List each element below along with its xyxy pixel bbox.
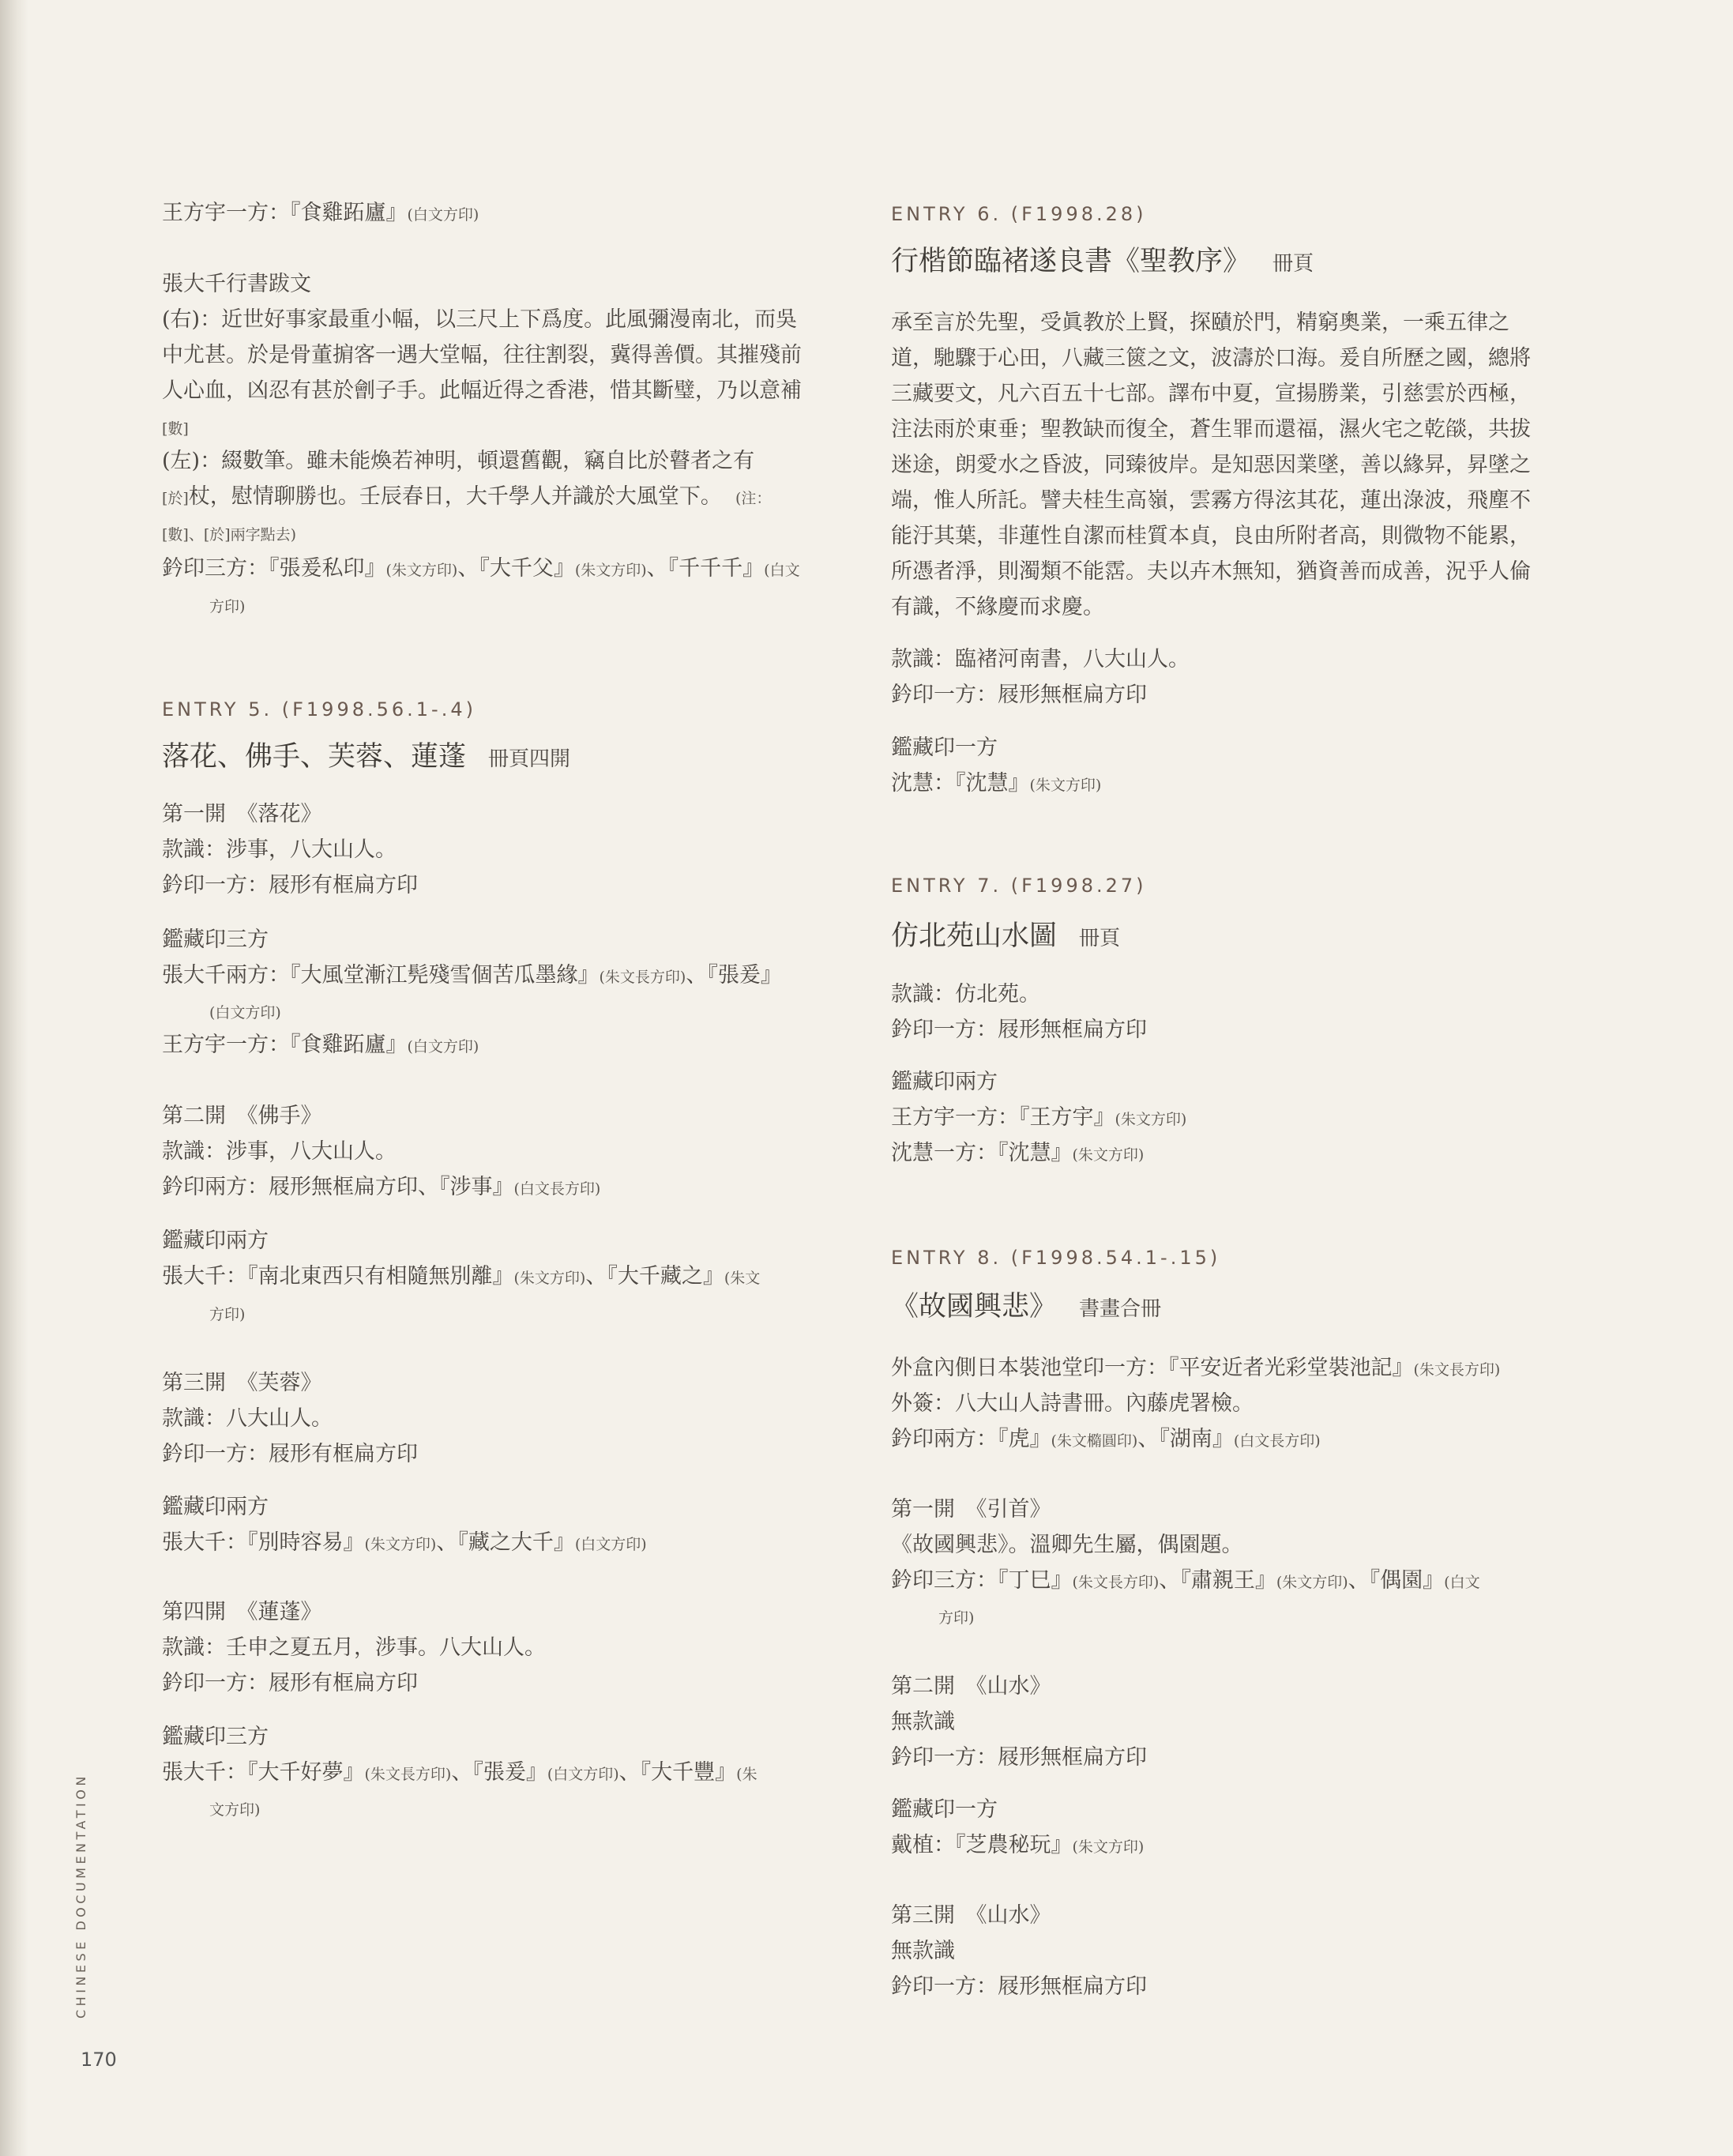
e6-body-1: 承至言於先聖，受眞教於上賢，探賾於門，精窮奧業，一乘五律之: [891, 310, 1509, 335]
text: 沈慧：『沈慧』: [891, 771, 1030, 796]
text: 、『偶園』: [1348, 1568, 1445, 1593]
e8-leaf-3: 第三開 《山水》: [891, 1903, 1051, 1928]
e8-l02: 外簽：八大山人詩書冊。內藤虎署檢。: [891, 1391, 1254, 1416]
text: 、『大千父』: [457, 556, 575, 581]
zhang-note-deleted: [數]、[於]兩字點去): [162, 526, 297, 544]
e6-seal: 鈐印一方：屐形無框扁方印: [891, 683, 1147, 707]
note: (朱文方印): [1072, 1146, 1145, 1164]
text: 、『湖南』: [1137, 1427, 1234, 1451]
text: 、『張爰』: [686, 963, 782, 988]
subtitle: 書畫合冊: [1079, 1297, 1162, 1321]
seals-continuation: 方印): [209, 598, 246, 615]
subtitle: 冊頁: [1079, 927, 1121, 950]
e5-l04: 鑑藏印三方: [162, 927, 269, 952]
entry-7-title: [891, 918, 1120, 957]
e8-l05: 《故國興悲》。溫卿先生屬，偶園題。: [891, 1533, 1243, 1557]
note: (朱文長方印): [1413, 1361, 1501, 1379]
text: 、『藏之大千』: [436, 1530, 575, 1555]
text: 、『張爰』: [451, 1760, 547, 1785]
e8-l12: [891, 1831, 1144, 1861]
entry-5-label: ENTRY 5. (F1998.56.1-.4): [162, 698, 476, 721]
e5-l02: 款識：涉事，八大山人。: [162, 837, 397, 862]
text: 鈐印三方：『丁巳』: [891, 1568, 1073, 1593]
e8-leaf-1: 第一開 《引首》: [891, 1497, 1051, 1522]
e8-l11: 鑑藏印一方: [891, 1797, 998, 1822]
note: (朱文方印): [1115, 1111, 1187, 1128]
e5-leaf-1: 第一開 《落花》: [162, 802, 322, 826]
seals-three-line: [162, 555, 800, 585]
e5-l20: 款識：壬申之夏五月，涉事。八大山人。: [162, 1635, 546, 1660]
e5-l07: [162, 1031, 479, 1061]
text: 、『肅親王』: [1159, 1568, 1276, 1593]
e7-shen: [891, 1139, 1144, 1169]
note: (白文長方印): [1233, 1432, 1321, 1450]
note: (朱: [736, 1766, 757, 1783]
e5-l12: [162, 1262, 760, 1292]
text: 張大千：『大千好夢』: [162, 1760, 365, 1785]
text: 杖，慰情聊勝也。壬辰春日，大千學人并識於大風堂下。: [188, 484, 722, 509]
zhang-heading: 張大千行書跋文: [162, 272, 311, 296]
e5-l21: 鈐印一方：屐形有框扁方印: [162, 1671, 418, 1695]
title-text: 落花、佛手、芙蓉、蓮蓬: [162, 741, 467, 773]
entry-8-label: ENTRY 8. (F1998.54.1-.15): [891, 1247, 1221, 1269]
note: [於]: [162, 490, 189, 507]
e8-l15: 鈐印一方：屐形無框扁方印: [891, 1974, 1147, 1999]
text: 、『大千藏之』: [585, 1264, 724, 1289]
subtitle: 冊頁: [1272, 252, 1314, 276]
zhang-line-2: 中尤甚。於是骨董掮客一遇大堂幅，往往割裂，冀得善價。其摧殘前: [162, 343, 802, 367]
note: (朱文方印): [574, 562, 647, 579]
seal-note: (白文方印): [407, 206, 479, 224]
e6-body-8: 所憑者淨，則濁類不能霑。夫以卉木無知，猶資善而成善，況乎人倫: [891, 559, 1531, 584]
e8-l14: 無款識: [891, 1939, 955, 1963]
e6-body-9: 有識，不緣慶而求慶。: [891, 595, 1104, 619]
title-text: 行楷節臨褚遂良書《聖教序》: [891, 246, 1251, 277]
e5-l09: 款識：涉事，八大山人。: [162, 1139, 397, 1164]
text: 外盒內側日本裝池堂印一方：『平安近者光彩堂裝池記』: [891, 1356, 1414, 1380]
e6-body-5: 迷途，朗愛水之昏波，同臻彼岸。是知惡因業墜，善以緣昇，昇墜之: [891, 453, 1531, 477]
e7-seal: 鈐印一方：屐形無框扁方印: [891, 1018, 1147, 1042]
note: (白文: [764, 562, 800, 579]
e7-wang: [891, 1104, 1186, 1134]
e6-body-7: 能汙其葉，非蓮性自潔而桂質本貞，良由所附者高，則微物不能累，: [891, 524, 1531, 548]
zhang-line-5: [162, 483, 771, 513]
e5-l17: 鑑藏印兩方: [162, 1495, 269, 1519]
text: 王方宇一方：『王方宇』: [891, 1105, 1115, 1130]
text: 王方宇一方：『食雞跖廬』: [162, 1033, 408, 1057]
e5-leaf-2: 第二開 《佛手》: [162, 1104, 322, 1128]
note: (朱文長方印): [1072, 1574, 1160, 1591]
e5-l06: (白文方印): [209, 1004, 281, 1022]
title-text: 仿北苑山水圖: [891, 920, 1058, 952]
text: 沈慧一方：『沈慧』: [891, 1141, 1073, 1165]
note: (朱文方印): [1276, 1574, 1348, 1591]
e8-l03: [891, 1425, 1321, 1455]
note: (白文方印): [547, 1766, 619, 1783]
e6-body-6: 端，惟人所託。譬夫桂生高嶺，雲霧方得泫其花，蓮出淥波，飛塵不: [891, 488, 1531, 513]
e5-l18: [162, 1529, 647, 1559]
e5-l10: [162, 1173, 600, 1203]
text: 張大千兩方：『大風堂漸江髡殘雪個苦瓜墨緣』: [162, 963, 600, 988]
e8-l01: [891, 1354, 1500, 1384]
e5-l16: 鈐印一方：屐形有框扁方印: [162, 1442, 418, 1466]
e7-coll-heading: 鑑藏印兩方: [891, 1070, 998, 1094]
subtitle: 冊頁四開: [488, 747, 571, 771]
e6-body-2: 道，馳驟于心田，八藏三篋之文，波濤於口海。爰自所歷之國，總將: [891, 346, 1531, 371]
e8-l09: 無款識: [891, 1710, 955, 1734]
note: (注：: [735, 490, 772, 507]
note: (白文方印): [407, 1038, 479, 1055]
text: 戴植：『芝農秘玩』: [891, 1833, 1073, 1857]
e5-l15: 款識：八大山人。: [162, 1406, 333, 1431]
wang-seal-line: [162, 199, 479, 229]
entry-5-title: [162, 739, 570, 777]
note: (朱文方印): [513, 1270, 586, 1287]
entry-6-label: ENTRY 6. (F1998.28): [891, 203, 1147, 225]
note: (白文: [1444, 1574, 1480, 1591]
e5-l13: 方印): [209, 1306, 246, 1323]
note: (白文方印): [574, 1536, 647, 1553]
e5-l11: 鑑藏印兩方: [162, 1229, 269, 1253]
zhang-note-shu: [數]: [162, 420, 189, 438]
note: (朱文長方印): [599, 969, 686, 986]
note: (朱文橢圓印): [1051, 1432, 1138, 1450]
note: (朱文方印): [385, 562, 458, 579]
note: (白文長方印): [513, 1180, 601, 1198]
e5-l05: [162, 961, 782, 991]
page-binding-edge: [0, 0, 28, 2156]
e7-inscription: 款識：仿北苑。: [891, 982, 1040, 1007]
note: (朱文方印): [1072, 1838, 1145, 1856]
zhang-line-4: (左)：綴數筆。雖未能煥若神明，頓還舊觀，竊自比於瞽者之有: [162, 449, 755, 473]
note: (朱文: [724, 1270, 761, 1287]
e5-l23: [162, 1759, 757, 1789]
text: 、『大千豐』: [618, 1760, 737, 1785]
e8-l10: 鈐印一方：屐形無框扁方印: [891, 1745, 1147, 1770]
note: (朱文長方印): [364, 1766, 452, 1783]
section-sidebar-label: CHINESE DOCUMENTATION: [73, 1773, 88, 2019]
e5-leaf-4: 第四開 《蓮蓬》: [162, 1600, 322, 1624]
e5-leaf-3: 第三開 《芙蓉》: [162, 1371, 322, 1395]
text: 、『千千千』: [646, 556, 765, 581]
text: 張大千：『別時容易』: [162, 1530, 365, 1555]
e8-l06: [891, 1567, 1480, 1597]
e8-l07: 方印): [938, 1609, 975, 1627]
entry-8-title: [891, 1289, 1161, 1327]
e8-leaf-2: 第二開 《山水》: [891, 1674, 1051, 1699]
text: 鈐印兩方：『虎』: [891, 1427, 1051, 1451]
text: 鈐印兩方：屐形無框扁方印、『涉事』: [162, 1175, 514, 1199]
text: 王方宇一方：『食雞跖廬』: [162, 201, 408, 225]
e6-body-3: 三藏要文，凡六百五十七部。譯布中夏，宣揚勝業，引慈雲於西極，: [891, 382, 1531, 406]
e5-l03: 鈐印一方：屐形有框扁方印: [162, 873, 418, 897]
title-text: 《故國興悲》: [891, 1291, 1058, 1323]
e6-coll-seal: [891, 769, 1101, 800]
note: (朱文方印): [1029, 777, 1102, 794]
text: 鈐印三方：『張爰私印』: [162, 556, 386, 581]
zhang-line-1: (右)：近世好事家最重小幅，以三尺上下爲度。此風彌漫南北，而吳: [162, 307, 798, 332]
page-number: 170: [81, 2049, 117, 2071]
zhang-line-3: 人心血，凶忍有甚於劊子手。此幅近得之香港，惜其斷璧，乃以意補: [162, 378, 802, 403]
e6-coll-heading: 鑑藏印一方: [891, 736, 998, 760]
note: (朱文方印): [364, 1536, 437, 1553]
text: 張大千：『南北東西只有相隨無別離』: [162, 1264, 514, 1289]
e5-l24: 文方印): [209, 1801, 261, 1819]
entry-7-label: ENTRY 7. (F1998.27): [891, 875, 1147, 897]
e5-l22: 鑑藏印三方: [162, 1725, 269, 1749]
entry-6-title: [891, 243, 1314, 282]
e6-inscription: 款識：臨褚河南書，八大山人。: [891, 647, 1190, 672]
e6-body-4: 注法雨於東垂；聖教缺而復全，蒼生罪而還福，濕火宅之乾燄，共拔: [891, 417, 1531, 442]
